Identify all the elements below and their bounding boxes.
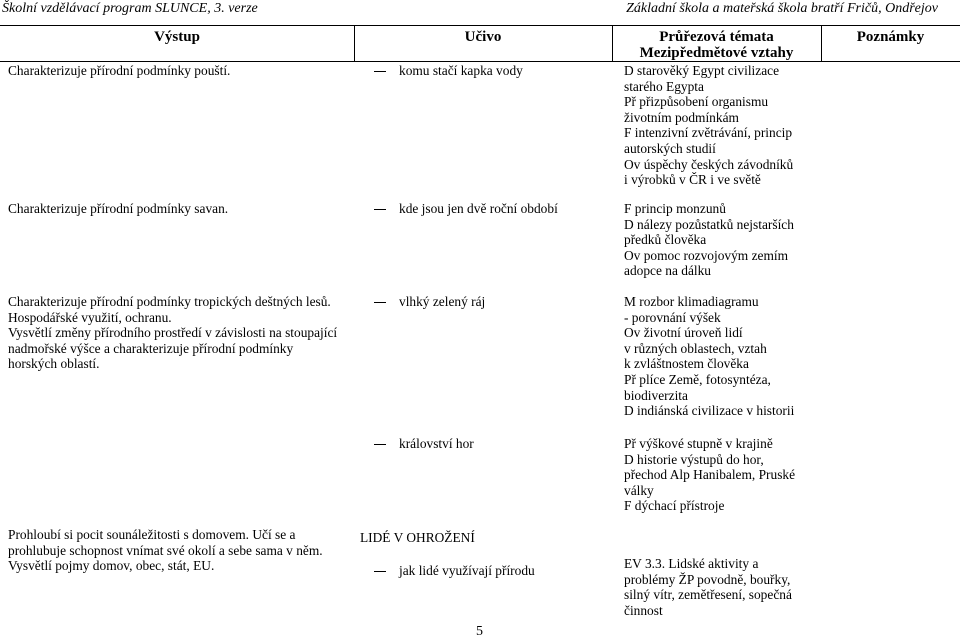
header-bottom-border bbox=[0, 61, 960, 62]
dash-bullet bbox=[374, 444, 386, 445]
page-number: 5 bbox=[476, 624, 483, 639]
row1-ucivo bbox=[374, 63, 523, 79]
row5-ucivo-heading: LIDÉ V OHROŽENÍ bbox=[360, 530, 475, 545]
column-header-ucivo: Učivo bbox=[464, 29, 502, 45]
row1-temata: D starověký Egypt civilizace starého Egypta Př přizpůsobení organismu životním podmínkám F intenzivní zvětrávání, princip autorských studií Ov úspěchy českých závodníků i výrobků v ČR i ve světě bbox=[624, 63, 794, 188]
row4-temata: Př výškové stupně v krajině D historie výstupů do hor, přechod Alp Hanibalem, Pruské války F dýchací přístroje bbox=[624, 436, 796, 514]
row3-ucivo bbox=[374, 294, 485, 310]
column-header-mezipredmetove: Mezipředmětové vztahy bbox=[639, 45, 794, 61]
row2-ucivo bbox=[374, 201, 558, 217]
row5-temata: EV 3.3. Lidské aktivity a problémy ŽP povodně, bouřky, silný vítr, zemětřesení, sopečná činnost bbox=[624, 556, 792, 618]
row3-temata: M rozbor klimadiagramu - porovnání výšek Ov životní úroveň lidí v různých oblastech, vztah k zvláštnostem člověka Př plíce Země, fotosyntéza, biodiverzita D indiánská civilizace v historii bbox=[624, 294, 795, 419]
row3-ucivo-text: vlhký zelený ráj bbox=[399, 294, 486, 309]
row2-vystup: Charakterizuje přírodní podmínky savan. bbox=[8, 201, 229, 216]
table-top-border bbox=[0, 25, 960, 26]
row3-vystup: Charakterizuje přírodní podmínky tropických deštných lesů. Hospodářské využití, ochranu. Vysvětlí změny přírodního prostředí v závislosti na stoupající nadmořské výšce a charakterizuje přírodní podmínky horských oblastí. bbox=[8, 294, 338, 372]
dash-bullet bbox=[374, 209, 386, 210]
column-header-poznamky: Poznámky bbox=[856, 29, 925, 45]
dash-bullet bbox=[374, 71, 386, 72]
row5-ucivo bbox=[374, 563, 535, 579]
dash-bullet bbox=[374, 571, 386, 572]
row1-vystup: Charakterizuje přírodní podmínky pouští. bbox=[8, 63, 231, 78]
column-header-vystup: Výstup bbox=[154, 29, 200, 45]
row2-ucivo-text: kde jsou jen dvě roční období bbox=[399, 201, 558, 216]
row1-ucivo-text: komu stačí kapka vody bbox=[399, 63, 523, 78]
row5-vystup: Prohloubí si pocit sounáležitosti s domovem. Učí se a prohlubuje schopnost vnímat své okolí a sebe sama v něm. Vysvětlí pojmy domov, obec, stát, EU. bbox=[8, 527, 323, 574]
row5-ucivo-text: jak lidé využívají přírodu bbox=[399, 563, 535, 578]
row4-ucivo bbox=[374, 436, 474, 452]
header-school-program: Školní vzdělávací program SLUNCE, 3. verze bbox=[2, 1, 258, 16]
header-school-name: Základní škola a mateřská škola bratří Fričů, Ondřejov bbox=[626, 1, 938, 16]
column-header-prurezova: Průřezová témata bbox=[659, 29, 774, 45]
row4-ucivo-text: království hor bbox=[399, 436, 474, 451]
dash-bullet bbox=[374, 302, 386, 303]
row2-temata: F princip monzunů D nálezy pozůstatků nejstarších předků člověka Ov pomoc rozvojovým zemím adopce na dálku bbox=[624, 201, 794, 279]
